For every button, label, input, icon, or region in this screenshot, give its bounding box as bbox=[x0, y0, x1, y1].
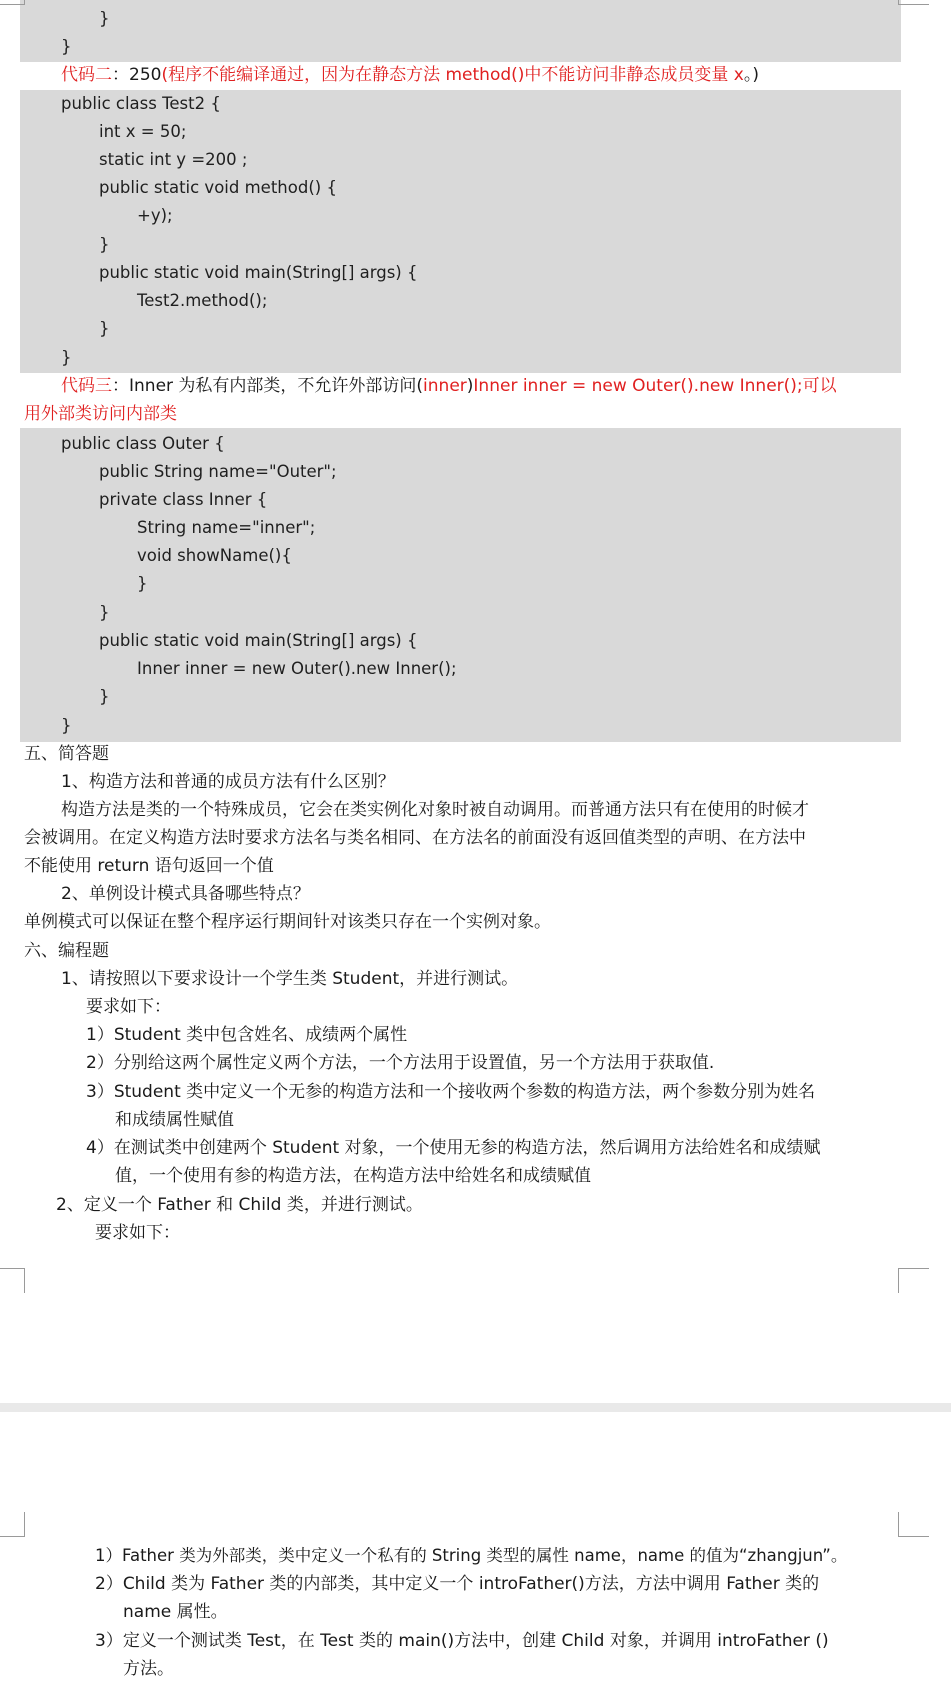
page-corner-mark bbox=[0, 1512, 25, 1537]
code-line: public class Test2 { bbox=[61, 94, 221, 113]
code-line: public static void main(String[] args) { bbox=[99, 631, 418, 650]
code-two-explanation: (程序不能编译通过，因为在静态方法 method()中不能访问非静态成员变量 x bbox=[161, 65, 744, 85]
section-five-question-1: 1、构造方法和普通的成员方法有什么区别？ bbox=[61, 772, 395, 792]
requirement-item: 和成绩属性赋值 bbox=[115, 1110, 234, 1130]
code-line: public static void main(String[] args) { bbox=[99, 263, 418, 282]
code-three-answer bbox=[61, 375, 837, 397]
page-separator bbox=[0, 1403, 951, 1412]
code-three-paren: ) bbox=[466, 376, 474, 396]
code-two-explanation-end: 。) bbox=[743, 65, 760, 85]
code-three-label: 代码三 bbox=[61, 376, 112, 396]
code-two-answer bbox=[61, 64, 759, 86]
code-line: static int y =200 ; bbox=[99, 150, 248, 169]
code-line: public String name="Outer"; bbox=[99, 462, 337, 481]
code-block-top bbox=[20, 0, 901, 62]
requirement-item: 值，一个使用有参的构造方法，在构造方法中给姓名和成绩赋值 bbox=[115, 1166, 591, 1186]
code-line: public static void method() { bbox=[99, 178, 337, 197]
code-line: } bbox=[61, 348, 72, 367]
requirement-item: 方法。 bbox=[123, 1659, 174, 1679]
code-line: } bbox=[99, 235, 110, 254]
code-three-fix-continued: 用外部类访问内部类 bbox=[24, 404, 177, 424]
code-line: } bbox=[99, 687, 110, 706]
code-line: private class Inner { bbox=[99, 490, 268, 509]
requirement-item: name 属性。 bbox=[123, 1602, 228, 1622]
code-line: } bbox=[137, 574, 148, 593]
section-five-answer-1: 会被调用。在定义构造方法时要求方法名与类名相同、在方法名的前面没有返回值类型的声明、在方法中 bbox=[24, 828, 806, 848]
code-line: void showName(){ bbox=[137, 546, 292, 565]
code-three-colon: ： bbox=[112, 376, 129, 396]
section-six-question-2: 2、定义一个 Father 和 Child 类，并进行测试。 bbox=[56, 1195, 423, 1215]
requirement-item: 1）Student 类中包含姓名、成绩两个属性 bbox=[86, 1025, 408, 1045]
code-line: +y); bbox=[137, 206, 173, 225]
requirement-item: 4）在测试类中创建两个 Student 对象，一个使用无参的构造方法，然后调用方法给姓名和成绩赋 bbox=[86, 1138, 821, 1158]
code-two-colon: ： bbox=[112, 65, 129, 85]
page-corner-mark bbox=[0, 0, 25, 5]
requirement-item: 1）Father 类为外部类，类中定义一个私有的 String 类型的属性 name，name 的值为“zhangjun”。 bbox=[95, 1546, 848, 1565]
code-three-inner: inner bbox=[423, 376, 467, 396]
document-page-2 bbox=[0, 1412, 951, 1697]
code-line: public class Outer { bbox=[61, 434, 225, 453]
code-line: } bbox=[99, 603, 110, 622]
section-five-answer-1: 构造方法是类的一个特殊成员，它会在类实例化对象时被自动调用。而普通方法只有在使用的时候才 bbox=[61, 800, 809, 820]
code-line: } bbox=[61, 37, 72, 56]
code-line: } bbox=[99, 9, 110, 28]
code-two-label: 代码二 bbox=[61, 65, 112, 85]
requirements-label: 要求如下： bbox=[95, 1223, 180, 1243]
section-five-answer-2: 单例模式可以保证在整个程序运行期间针对该类只存在一个实例对象。 bbox=[24, 912, 551, 932]
code-line: String name="inner"; bbox=[137, 518, 316, 537]
page-corner-mark bbox=[898, 0, 929, 5]
page-corner-mark bbox=[898, 1268, 929, 1293]
requirement-item: 2）Child 类为 Father 类的内部类，其中定义一个 introFather()方法，方法中调用 Father 类的 bbox=[95, 1574, 820, 1594]
section-six-heading: 六、编程题 bbox=[24, 941, 109, 961]
code-line: } bbox=[61, 716, 72, 735]
code-two-result: 250 bbox=[129, 65, 162, 85]
page-corner-mark bbox=[898, 1512, 929, 1537]
code-line: Inner inner = new Outer().new Inner(); bbox=[137, 659, 457, 678]
section-five-heading: 五、简答题 bbox=[24, 744, 109, 764]
requirement-item: 3）定义一个测试类 Test，在 Test 类的 main()方法中，创建 Child 对象，并调用 introFather () bbox=[95, 1631, 829, 1651]
section-six-question-1: 1、请按照以下要求设计一个学生类 Student，并进行测试。 bbox=[61, 969, 519, 989]
code-line: } bbox=[99, 319, 110, 338]
requirement-item: 2）分别给这两个属性定义两个方法，一个方法用于设置值，另一个方法用于获取值. bbox=[86, 1053, 715, 1073]
code-three-text: Inner 为私有内部类，不允许外部访问( bbox=[129, 376, 424, 396]
code-line: Test2.method(); bbox=[137, 291, 268, 310]
page-corner-mark bbox=[0, 1268, 25, 1293]
code-three-fix: Inner inner = new Outer().new Inner();可以 bbox=[473, 376, 837, 396]
section-five-question-2: 2、单例设计模式具备哪些特点？ bbox=[61, 884, 310, 904]
code-line: int x = 50; bbox=[99, 122, 187, 141]
section-five-answer-1: 不能使用 return 语句返回一个值 bbox=[24, 856, 274, 876]
requirements-label: 要求如下： bbox=[86, 997, 171, 1017]
requirement-item: 3）Student 类中定义一个无参的构造方法和一个接收两个参数的构造方法，两个参数分别为姓名 bbox=[86, 1082, 816, 1102]
